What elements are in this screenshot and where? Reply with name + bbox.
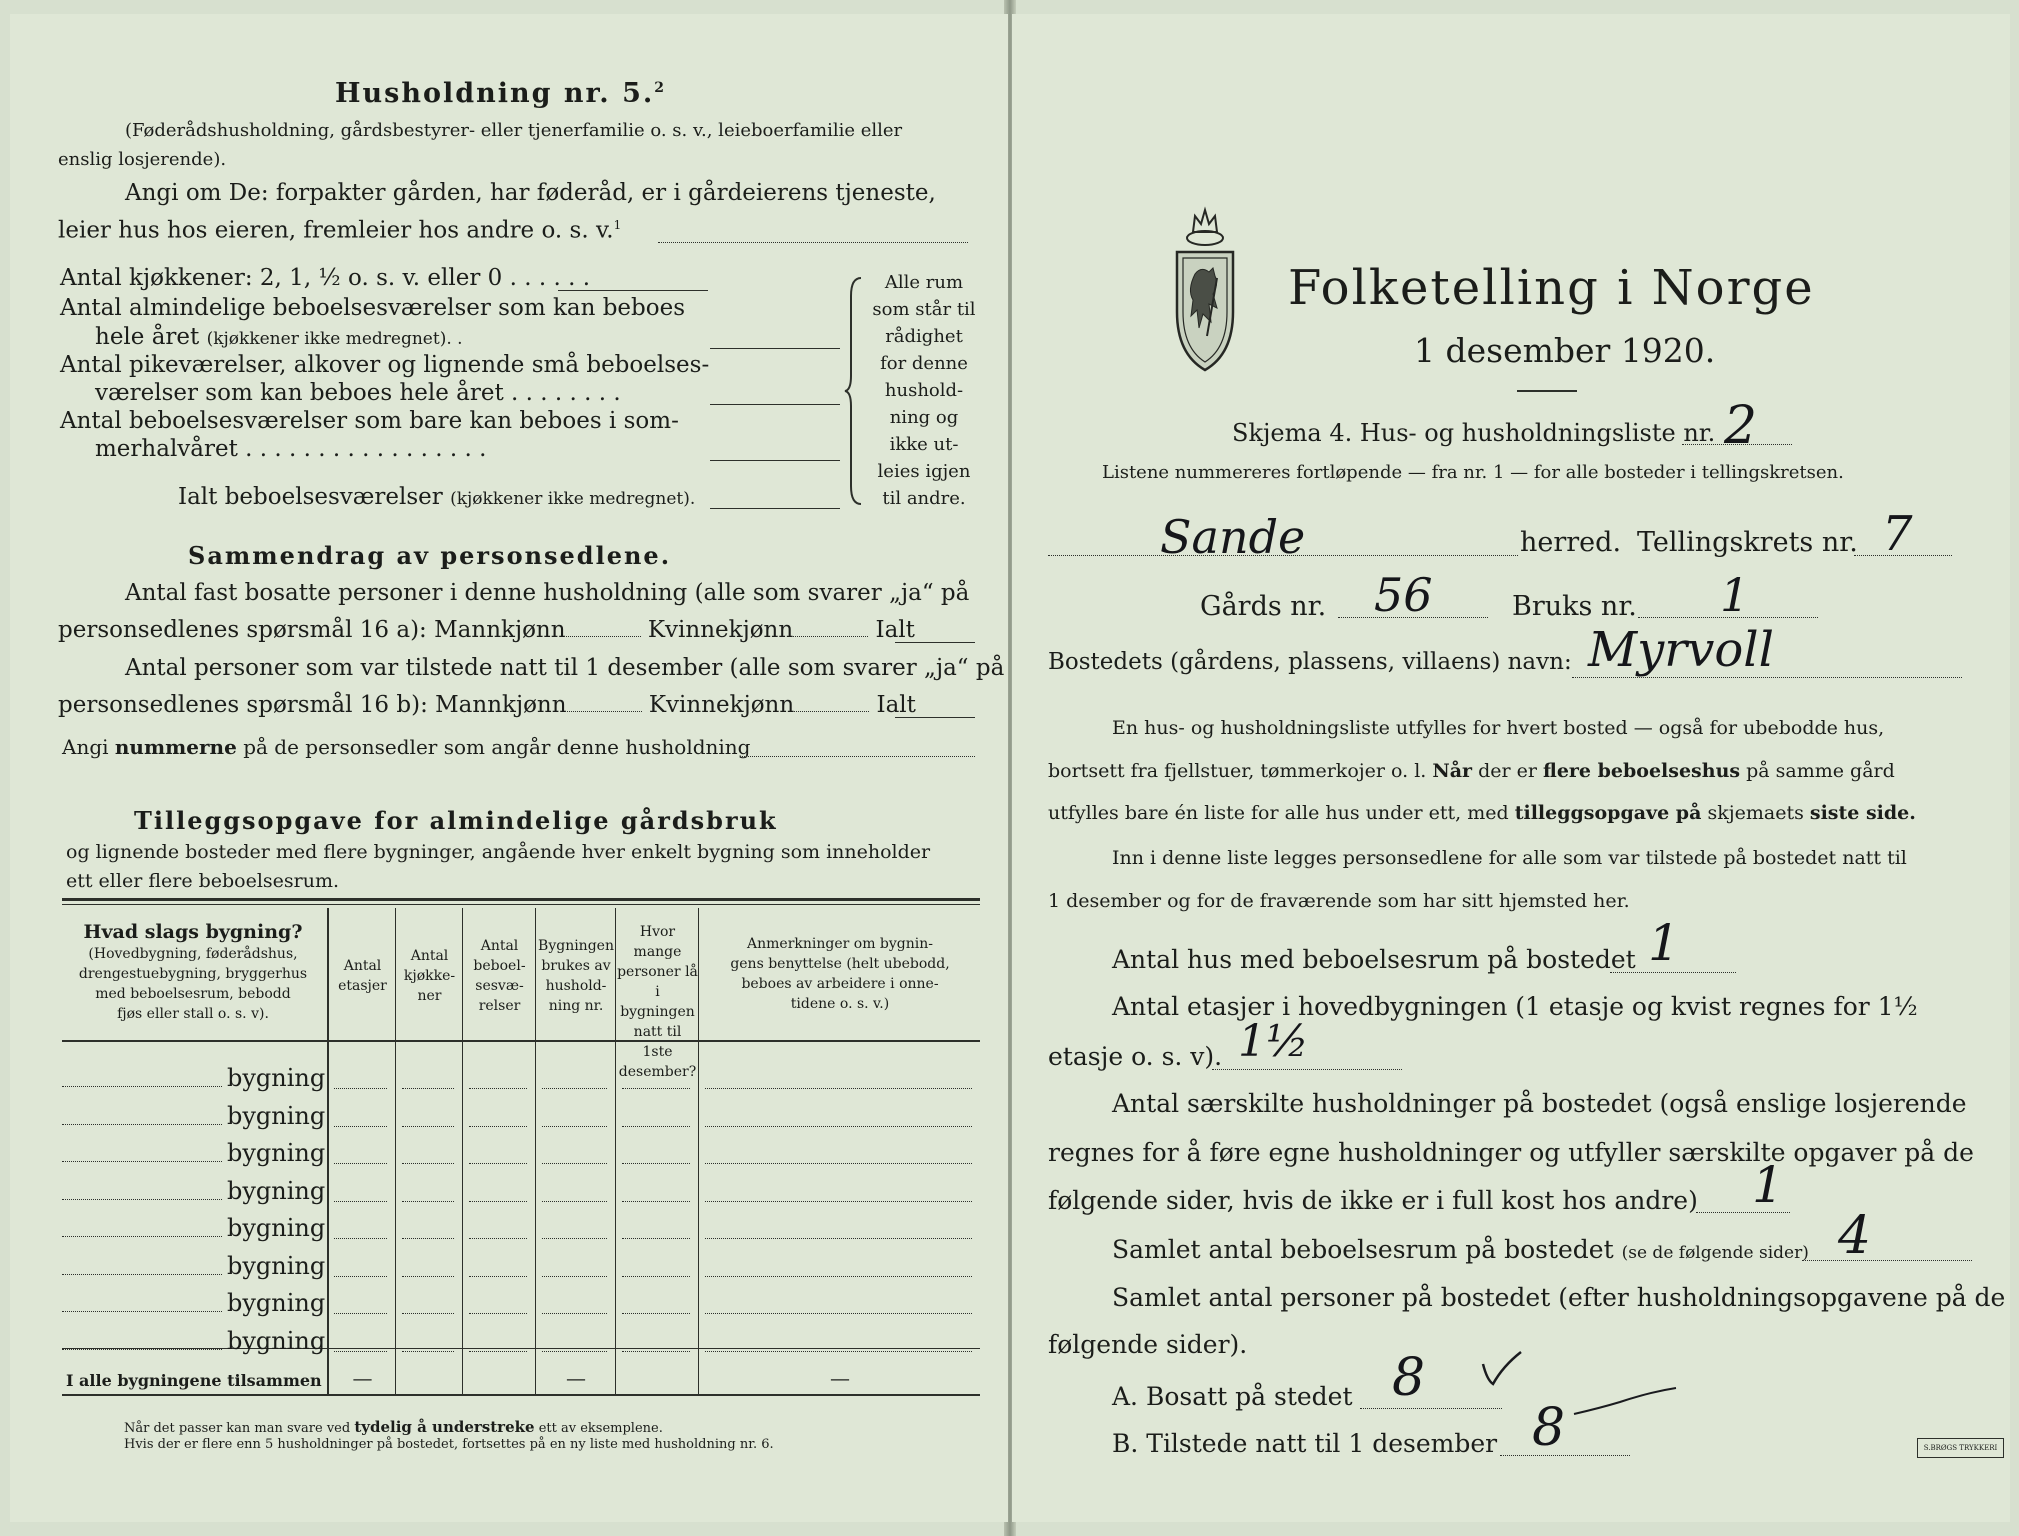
summary-1-total-line[interactable] xyxy=(895,642,975,643)
table-cell-line[interactable] xyxy=(542,1201,607,1202)
krets-value[interactable]: 7 xyxy=(1882,506,1913,562)
table-cell-line[interactable] xyxy=(334,1163,387,1164)
kitchens-answer-line[interactable] xyxy=(558,290,708,291)
rooms-line-1b: hele året (kjøkkener ikke medregnet). . xyxy=(95,324,463,350)
building-type-line[interactable] xyxy=(62,1311,222,1312)
tilstede-value[interactable]: 8 xyxy=(1532,1398,1566,1458)
rooms-line-3a: Antal beboelsesværelser som bare kan beboes i som- xyxy=(60,408,679,434)
brace-note-line: Alle rum xyxy=(884,272,964,293)
building-type-line[interactable] xyxy=(62,1124,222,1125)
herred-label: herred. xyxy=(1520,527,1622,558)
household-note: (Føderådshusholdning, gårdsbestyrer- eller tjenerfamilie o. s. v., leieboerfamilie eller xyxy=(125,120,903,141)
col-anm-line: gens benyttelse (helt ubebodd, xyxy=(730,956,950,972)
row-label: bygning xyxy=(227,1139,326,1167)
table-top-rule-2 xyxy=(62,904,980,905)
col-anm-header xyxy=(700,934,980,1014)
col-etasjer-line: Antal xyxy=(343,958,382,974)
instructions-line-4: Inn i denne liste legges personsedlene for alle som var tilstede på bostedet natt til xyxy=(1112,847,1907,869)
table-cell-line[interactable] xyxy=(622,1313,690,1314)
table-cell-line[interactable] xyxy=(542,1163,607,1164)
building-table xyxy=(62,898,980,1398)
tilstede-label: B. Tilstede natt til 1 desember xyxy=(1112,1429,1498,1458)
rooms-1-answer-line[interactable] xyxy=(710,348,840,349)
table-cell-line[interactable] xyxy=(334,1276,387,1277)
table-cell-line[interactable] xyxy=(542,1313,607,1314)
table-cell-line[interactable] xyxy=(469,1126,527,1127)
printer-stamp-text: S.BRØGS TRYKKERI xyxy=(1923,1444,1998,1452)
col-brukes-line: Bygningen xyxy=(538,938,614,954)
table-cell-line[interactable] xyxy=(542,1126,607,1127)
brace-note-line: leies igjen xyxy=(877,461,971,482)
gards-label: Gårds nr. xyxy=(1200,591,1327,622)
summary-line-1a: Antal fast bosatte personer i denne husholdning (alle som svarer „ja“ på xyxy=(125,580,970,606)
building-type-line[interactable] xyxy=(62,1199,222,1200)
brace-note-line: som står til xyxy=(872,299,976,320)
col-building-sub: med beboelsesrum, bebodd xyxy=(95,986,291,1002)
table-cell-line[interactable] xyxy=(705,1276,972,1277)
brace-note xyxy=(865,269,983,512)
angi-line-1: Angi om De: forpakter gården, har føderåd, er i gårdeierens tjeneste, xyxy=(125,180,936,206)
row-label: bygning xyxy=(227,1289,326,1317)
rum-value[interactable]: 4 xyxy=(1838,1206,1872,1266)
rooms-total-label: Ialt beboelsesværelser (kjøkkener ikke medregnet). xyxy=(178,484,696,510)
col-kjokkener-line: kjøkke- xyxy=(403,968,456,984)
col-etasjer-header xyxy=(330,956,395,996)
table-cell-line[interactable] xyxy=(542,1088,607,1089)
bosatt-label: A. Bosatt på stedet xyxy=(1112,1382,1353,1411)
supplement-line-1: og lignende bosteder med flere bygninger, angående hver enkelt bygning som inneholder xyxy=(66,841,931,863)
rum-line[interactable] xyxy=(1802,1260,1972,1261)
angi-line-2: leier hus hos eieren, fremleier hos andre o. s. v.$^1$ xyxy=(58,217,622,244)
husholdninger-label-1: Antal særskilte husholdninger på bostedet (også enslige losjerende xyxy=(1112,1089,1967,1118)
title-rule xyxy=(1517,390,1577,392)
col-personer-line: desember? xyxy=(618,1064,697,1080)
table-cell-line[interactable] xyxy=(334,1313,387,1314)
etasjer-label-2: etasje o. s. v). xyxy=(1048,1042,1223,1071)
bosted-label: Bostedets (gårdens, plassens, villaens) navn: xyxy=(1048,649,1572,675)
table-cell-line[interactable] xyxy=(469,1201,527,1202)
brace-note-line: for denne xyxy=(880,353,968,374)
tick-mark-icon xyxy=(1570,1384,1680,1424)
summary-line-2b: personsedlenes spørsmål 16 b): Mannkjønn Kvinnekjønn Ialt xyxy=(58,692,916,718)
hus-label: Antal hus med beboelsesrum på bostedet xyxy=(1112,945,1636,974)
table-cell-line[interactable] xyxy=(334,1126,387,1127)
tilstede-line[interactable] xyxy=(1500,1455,1630,1456)
brace-note-line: til andre. xyxy=(882,488,966,509)
kitchens-label: Antal kjøkkener: 2, 1, ½ o. s. v. eller 0 . . . . . . xyxy=(60,265,591,291)
herred-value[interactable]: Sande xyxy=(1160,510,1306,564)
table-row[interactable] xyxy=(62,1214,980,1244)
etasjer-line[interactable] xyxy=(1212,1069,1402,1070)
col-kjokkener-line: ner xyxy=(417,988,442,1004)
brace-note-line: rådighet xyxy=(885,326,963,347)
left-page xyxy=(10,14,1008,1522)
rooms-line-1a: Antal almindelige beboelsesværelser som kan beboes xyxy=(60,295,686,321)
husholdninger-label-2: regnes for å føre egne husholdninger og utfyller særskilte opgaver på de xyxy=(1048,1138,1974,1167)
personer-label-1: Samlet antal personer på bostedet (efter husholdningsopgavene på de xyxy=(1112,1283,2006,1312)
table-cell-line[interactable] xyxy=(705,1351,972,1352)
table-cell-line[interactable] xyxy=(705,1238,972,1239)
col-brukes-header xyxy=(537,936,615,1016)
table-cell-line[interactable] xyxy=(402,1276,454,1277)
total-dash-anm: — xyxy=(830,1366,850,1390)
row-label: bygning xyxy=(227,1176,326,1205)
footnote-2: Hvis der er flere enn 5 husholdninger på bostedet, fortsettes på en ny liste med husholdning nr. 6. xyxy=(124,1437,774,1452)
col-brukes-line: hushold- xyxy=(545,978,607,994)
rooms-line-2a: Antal pikeværelser, alkover og lignende små beboelses- xyxy=(60,352,710,378)
table-cell-line[interactable] xyxy=(469,1163,527,1164)
table-row[interactable] xyxy=(62,1177,980,1207)
hus-value[interactable]: 1 xyxy=(1648,914,1680,972)
col-building-sub: (Hovedbygning, føderådshus, xyxy=(88,946,298,962)
building-type-line[interactable] xyxy=(62,1161,222,1162)
bosted-value[interactable]: Myrvoll xyxy=(1588,622,1774,678)
brace-note-line: hushold- xyxy=(884,380,964,401)
table-cell-line[interactable] xyxy=(334,1238,387,1239)
col-personer-header xyxy=(617,922,698,1082)
table-cell-line[interactable] xyxy=(542,1351,607,1352)
supplement-line-2: ett eller flere beboelsesrum. xyxy=(66,870,340,892)
hus-line[interactable] xyxy=(1610,972,1736,973)
col-building-sub: fjøs eller stall o. s. v). xyxy=(117,1006,269,1022)
table-row[interactable] xyxy=(62,1102,980,1132)
summary-2-total-line[interactable] xyxy=(895,717,975,718)
table-cell-line[interactable] xyxy=(402,1163,454,1164)
gards-value[interactable]: 56 xyxy=(1374,568,1433,622)
table-row[interactable] xyxy=(62,1139,980,1169)
skjema-label: Skjema 4. Hus- og husholdningsliste nr. xyxy=(1232,419,1716,447)
tick-mark-icon xyxy=(1477,1344,1527,1394)
col-personer-line: personer lå xyxy=(617,964,698,980)
total-dash-brukes: — xyxy=(566,1366,586,1390)
table-cell-line[interactable] xyxy=(705,1201,972,1202)
col-building-title: Hvad slags bygning? xyxy=(83,921,303,943)
brace-icon xyxy=(843,276,865,506)
etasjer-value[interactable]: 1½ xyxy=(1238,1016,1309,1067)
col-anm-line: Anmerkninger om bygnin- xyxy=(747,936,933,952)
bruks-value[interactable]: 1 xyxy=(1720,568,1750,622)
building-type-line[interactable] xyxy=(62,1236,222,1237)
table-cell-line[interactable] xyxy=(705,1088,972,1089)
table-cell-line[interactable] xyxy=(469,1313,527,1314)
krets-label: Tellingskrets nr. xyxy=(1637,527,1858,558)
table-row[interactable] xyxy=(62,1252,980,1282)
building-type-line[interactable] xyxy=(62,1349,222,1350)
col-vaerelser-line: beboel- xyxy=(473,958,526,974)
instructions-line-2: bortsett fra fjellstuer, tømmerkojer o. l. Når der er flere beboelseshus på samme gård xyxy=(1048,760,1895,782)
col-vaerelser-line: sesvæ- xyxy=(475,978,524,994)
bruks-label: Bruks nr. xyxy=(1512,591,1637,622)
table-row[interactable] xyxy=(62,1289,980,1319)
col-etasjer-line: etasjer xyxy=(338,978,387,994)
census-date: 1 desember 1920. xyxy=(1414,331,1716,370)
table-cell-line[interactable] xyxy=(469,1276,527,1277)
table-top-rule xyxy=(62,898,980,901)
coat-of-arms-icon xyxy=(1165,204,1245,374)
col-vaerelser-header xyxy=(464,936,535,1016)
table-cell-line[interactable] xyxy=(705,1313,972,1314)
row-label: bygning xyxy=(227,1064,326,1092)
angi-nummerne-line[interactable] xyxy=(740,756,975,757)
col-brukes-line: brukes av xyxy=(541,958,611,974)
row-label: bygning xyxy=(227,1214,326,1242)
col-personer-line: i bygningen xyxy=(620,984,695,1020)
printer-stamp xyxy=(1917,1438,2004,1458)
table-cell-line[interactable] xyxy=(334,1088,387,1089)
table-cell-line[interactable] xyxy=(334,1201,387,1202)
col-anm-line: tidene o. s. v.) xyxy=(790,996,890,1012)
table-cell-line[interactable] xyxy=(402,1351,454,1352)
building-type-line[interactable] xyxy=(62,1274,222,1275)
instructions-line-1: En hus- og husholdningsliste utfylles for hvert bosted — også for ubebodde hus, xyxy=(1112,717,1885,739)
brace-note-line: ikke ut- xyxy=(889,434,959,455)
angi-answer-line[interactable] xyxy=(658,242,968,243)
table-cell-line[interactable] xyxy=(622,1163,690,1164)
col-personer-line: Hvor mange xyxy=(633,924,682,960)
header-bottom-rule xyxy=(62,1040,980,1042)
total-row-label: I alle bygningene tilsammen xyxy=(66,1371,322,1390)
col-building-sub: drengestuebygning, bryggerhus xyxy=(78,966,308,982)
table-cell-line[interactable] xyxy=(402,1088,454,1089)
table-cell-line[interactable] xyxy=(622,1276,690,1277)
table-cell-line[interactable] xyxy=(402,1201,454,1202)
table-row[interactable] xyxy=(62,1064,980,1094)
bosatt-line[interactable] xyxy=(1360,1408,1502,1409)
personer-label-2: følgende sider). xyxy=(1048,1330,1248,1359)
etasjer-label: Antal etasjer i hovedbygningen (1 etasje og kvist regnes for 1½ xyxy=(1112,992,1918,1021)
col-kjokkener-header xyxy=(397,946,462,1006)
listene-note: Listene nummereres fortløpende — fra nr. 1 — for alle bosteder i tellingskretsen. xyxy=(1102,462,1844,483)
table-cell-line[interactable] xyxy=(469,1238,527,1239)
supplement-title: Tilleggsopgave for almindelige gårdsbruk xyxy=(134,806,778,835)
summary-line-1b: personsedlenes spørsmål 16 a): Mannkjønn Kvinnekjønn Ialt xyxy=(58,617,915,643)
summary-title: Sammendrag av personsedlene. xyxy=(188,541,672,570)
rooms-line-3b: merhalvåret . . . . . . . . . . . . . . . . . xyxy=(95,436,487,462)
husholdninger-label-3: følgende sider, hvis de ikke er i full kost hos andre) xyxy=(1048,1186,1698,1215)
col-anm-line: beboes av arbeidere i onne- xyxy=(741,976,939,992)
total-bottom-rule xyxy=(62,1394,980,1396)
table-cell-line[interactable] xyxy=(622,1088,690,1089)
table-cell-line[interactable] xyxy=(705,1126,972,1127)
col-kjokkener-line: Antal xyxy=(410,948,449,964)
census-title: Folketelling i Norge xyxy=(1288,260,1815,316)
col-vaerelser-line: relser xyxy=(478,998,521,1014)
rooms-total-answer-line[interactable] xyxy=(710,508,840,509)
rooms-2-answer-line[interactable] xyxy=(710,404,840,405)
table-row[interactable] xyxy=(62,1327,980,1357)
angi-nummerne: Angi nummerne på de personsedler som angår denne husholdning xyxy=(62,735,751,759)
table-cell-line[interactable] xyxy=(542,1276,607,1277)
col-personer-line: natt til 1ste xyxy=(633,1024,682,1060)
col-building-header xyxy=(62,920,324,1024)
table-cell-line[interactable] xyxy=(402,1238,454,1239)
bosatt-value[interactable]: 8 xyxy=(1392,1348,1426,1408)
rum-label: Samlet antal beboelsesrum på bostedet (se de følgende sider) xyxy=(1112,1235,1809,1264)
table-cell-line[interactable] xyxy=(622,1238,690,1239)
household-title: Husholdning nr. 5.$^2$ xyxy=(335,78,667,109)
table-cell-line[interactable] xyxy=(334,1351,387,1352)
rooms-line-2b: værelser som kan beboes hele året . . . . . . . . xyxy=(95,380,621,406)
table-cell-line[interactable] xyxy=(705,1163,972,1164)
household-note-2: enslig losjerende). xyxy=(58,149,227,170)
table-cell-line[interactable] xyxy=(469,1088,527,1089)
table-cell-line[interactable] xyxy=(622,1351,690,1352)
table-cell-line[interactable] xyxy=(402,1313,454,1314)
row-label: bygning xyxy=(227,1101,326,1130)
skjema-value[interactable]: 2 xyxy=(1724,396,1758,456)
footnote-1: Når det passer kan man svare ved tydelig å understreke ett av eksemplene. xyxy=(124,1418,663,1436)
table-cell-line[interactable] xyxy=(622,1126,690,1127)
right-page xyxy=(1012,14,2010,1522)
row-label: bygning xyxy=(227,1326,326,1355)
summary-line-2a: Antal personer som var tilstede natt til 1 desember (alle som svarer „ja“ på xyxy=(125,655,1005,681)
table-cell-line[interactable] xyxy=(622,1201,690,1202)
table-cell-line[interactable] xyxy=(542,1238,607,1239)
col-brukes-line: ning nr. xyxy=(548,998,604,1014)
husholdninger-value[interactable]: 1 xyxy=(1752,1156,1784,1214)
col-vaerelser-line: Antal xyxy=(480,938,519,954)
row-label: bygning xyxy=(227,1251,326,1280)
instructions-line-5: 1 desember og for de fraværende som har sitt hjemsted her. xyxy=(1048,890,1630,912)
brace-note-line: ning og xyxy=(889,407,959,428)
table-cell-line[interactable] xyxy=(469,1351,527,1352)
instructions-line-3: utfylles bare én liste for alle hus under ett, med tilleggsopgave på skjemaets siste side. xyxy=(1048,802,1916,824)
table-cell-line[interactable] xyxy=(402,1126,454,1127)
total-dash-etasjer: — xyxy=(352,1366,373,1390)
building-type-line[interactable] xyxy=(62,1086,222,1087)
rooms-3-answer-line[interactable] xyxy=(710,460,840,461)
